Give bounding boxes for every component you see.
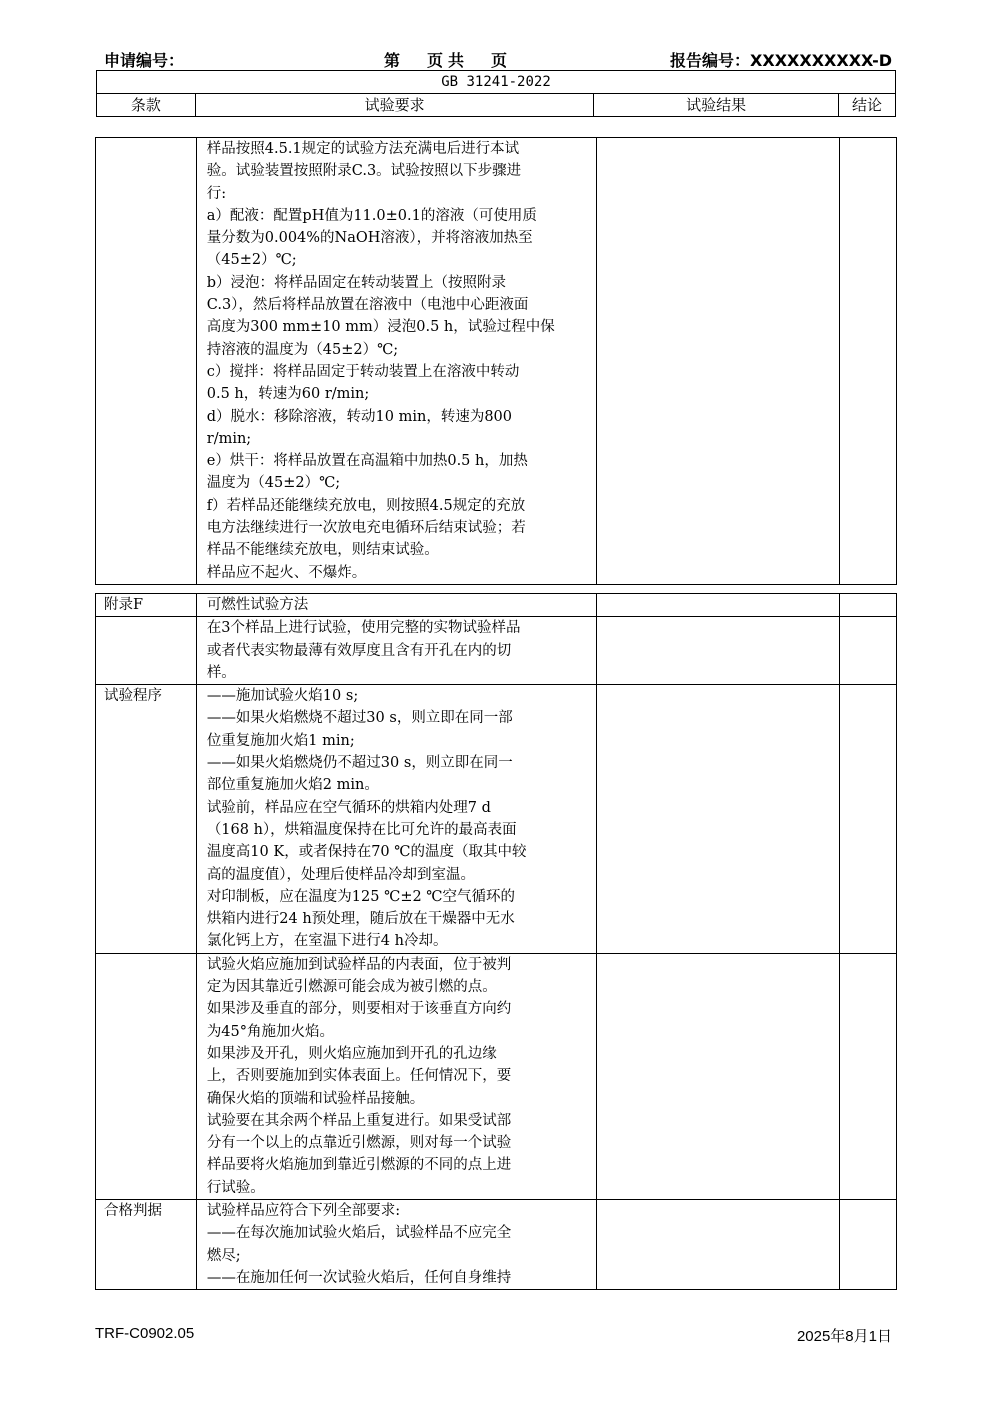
result-cell[interactable] bbox=[596, 594, 839, 617]
requirement-line: 在3个样品上进行试验，使用完整的实物试验样品 bbox=[206, 620, 521, 637]
conclusion-cell[interactable] bbox=[840, 685, 897, 954]
header-table bbox=[96, 70, 896, 117]
requirement-line: （168 h），烘箱温度保持在比可允许的最高表面 bbox=[206, 821, 517, 838]
test-table-salt-immersion bbox=[95, 137, 897, 585]
requirement-line: 燃尽; bbox=[206, 1247, 241, 1264]
requirement-line: e）烘干：将样品放置在高温箱中加热0.5 h，加热 bbox=[206, 453, 528, 470]
page-label-di: 第 bbox=[384, 51, 402, 70]
form-code: TRF-C0902.05 bbox=[95, 1325, 195, 1342]
requirement-line: 如果涉及垂直的部分，则要相对于该垂直方向约 bbox=[206, 1001, 512, 1018]
requirement-line: d）脱水：移除溶液，转动10 min，转速为800 bbox=[206, 408, 513, 425]
page-header-line bbox=[104, 48, 892, 70]
requirement-line: r/min; bbox=[206, 430, 252, 447]
page-label-ye: 页 bbox=[427, 51, 445, 70]
requirement-cell bbox=[196, 594, 596, 617]
requirement-line: 试验火焰应施加到试验样品的内表面，位于被判 bbox=[206, 956, 512, 973]
page-label-gong: 共 bbox=[448, 51, 466, 70]
application-number-label: 申请编号： bbox=[104, 51, 185, 70]
requirement-line: 为45°角施加火焰。 bbox=[206, 1023, 335, 1040]
requirement-line: 样品应不起火、不爆炸。 bbox=[206, 564, 367, 581]
requirement-line: 行试验。 bbox=[206, 1179, 265, 1196]
requirement-line: 烘箱内进行24 h预处理，随后放在干燥器中无水 bbox=[206, 911, 515, 928]
table-row bbox=[96, 953, 897, 1199]
requirement-line: 如果涉及开孔，则火焰应施加到开孔的孔边缘 bbox=[206, 1045, 497, 1062]
requirement-line: c）搅拌：将样品固定于转动装置上在溶液中转动 bbox=[206, 363, 520, 380]
table-row bbox=[96, 138, 897, 585]
requirement-line: 上，否则要施加到实体表面上。任何情况下，要 bbox=[206, 1068, 512, 1085]
requirement-line: 试验要在其余两个样品上重复进行。如果受试部 bbox=[206, 1112, 512, 1129]
requirement-line: a）配液：配置pH值为11.0±0.1的溶液（可使用质 bbox=[206, 207, 537, 224]
requirement-line: 高度为300 mm±10 mm）浸泡0.5 h，试验过程中保 bbox=[206, 319, 555, 336]
requirement-line: 温度高10 K，或者保持在70 ℃的温度（取其中较 bbox=[206, 844, 527, 861]
table-row bbox=[96, 594, 897, 617]
table-row bbox=[96, 617, 897, 685]
requirement-line: ——如果火焰燃烧不超过30 s，则立即在同一部 bbox=[206, 710, 513, 727]
requirement-line: f）若样品还能继续充放电，则按照4.5规定的充放 bbox=[206, 497, 526, 514]
conclusion-cell[interactable] bbox=[840, 594, 897, 617]
column-header-requirement: 试验要求 bbox=[195, 94, 593, 117]
requirement-line: 定为因其靠近引燃源可能会成为被引燃的点。 bbox=[206, 979, 497, 996]
requirement-line: 可燃性试验方法 bbox=[206, 597, 309, 613]
table-row bbox=[96, 685, 897, 954]
requirement-line: 位重复施加火焰1 min; bbox=[206, 732, 355, 749]
test-table-flammability bbox=[95, 593, 897, 1290]
requirement-line: ——如果火焰燃烧仍不超过30 s，则立即在同一 bbox=[206, 755, 513, 772]
result-cell[interactable] bbox=[596, 1200, 839, 1290]
result-cell[interactable] bbox=[596, 953, 839, 1199]
clause-cell bbox=[96, 138, 197, 585]
requirement-line: 样品不能继续充放电，则结束试验。 bbox=[206, 542, 439, 559]
requirement-line: ——在每次施加试验火焰后，试验样品不应完全 bbox=[206, 1225, 512, 1242]
table-row bbox=[96, 1200, 897, 1290]
clause-cell bbox=[96, 617, 197, 685]
requirement-line: 样品要将火焰施加到靠近引燃源的不同的点上进 bbox=[206, 1157, 512, 1174]
requirement-line: 0.5 h，转速为60 r/min; bbox=[206, 386, 370, 403]
requirement-line: 高的温度值），处理后使样品冷却到室温。 bbox=[206, 866, 476, 883]
requirement-line: 对印制板，应在温度为125 ℃±2 ℃空气循环的 bbox=[206, 888, 516, 905]
requirement-line: C.3），然后将样品放置在溶液中（电池中心距液面 bbox=[206, 297, 529, 314]
requirement-line: 量分数为0.004%的NaOH溶液），并将溶液加热至 bbox=[206, 230, 533, 247]
column-header-conclusion: 结论 bbox=[839, 94, 896, 117]
requirement-line: 电方法继续进行一次放电充电循环后结束试验；若 bbox=[206, 520, 526, 537]
clause-cell: 合格判据 bbox=[96, 1200, 197, 1290]
footer-date: 2025年8月1日 bbox=[796, 1328, 892, 1345]
requirement-line: 温度为（45±2）℃; bbox=[206, 475, 341, 492]
requirement-cell bbox=[196, 617, 596, 685]
requirement-line: ——在施加任何一次试验火焰后，任何自身维持 bbox=[206, 1269, 512, 1286]
result-cell[interactable] bbox=[596, 138, 839, 585]
result-cell[interactable] bbox=[596, 685, 839, 954]
clause-cell bbox=[96, 953, 197, 1199]
requirement-line: 氯化钙上方，在室温下进行4 h冷却。 bbox=[206, 933, 448, 950]
report-number-label: 报告编号：XXXXXXXXXX-D bbox=[670, 51, 892, 70]
conclusion-cell[interactable] bbox=[840, 138, 897, 585]
column-header-clause: 条款 bbox=[97, 94, 196, 117]
requirement-line: 或者代表实物最薄有效厚度且含有开孔在内的切 bbox=[206, 642, 512, 659]
requirement-line: ——施加试验火焰10 s; bbox=[206, 688, 359, 705]
conclusion-cell[interactable] bbox=[840, 1200, 897, 1290]
page-number-label bbox=[384, 48, 508, 71]
requirement-cell bbox=[196, 953, 596, 1199]
page-label-ye2: 页 bbox=[491, 51, 509, 70]
requirement-cell bbox=[196, 1200, 596, 1290]
requirement-line: 行: bbox=[206, 185, 227, 202]
clause-cell: 附录F bbox=[96, 594, 197, 617]
requirement-line: 部位重复施加火焰2 min。 bbox=[206, 777, 379, 794]
requirement-line: 持溶液的温度为（45±2）℃; bbox=[206, 341, 399, 358]
column-header-result: 试验结果 bbox=[594, 94, 839, 117]
result-cell[interactable] bbox=[596, 617, 839, 685]
requirement-line: 分有一个以上的点靠近引燃源，则对每一个试验 bbox=[206, 1135, 512, 1152]
requirement-line: 样。 bbox=[206, 664, 236, 681]
requirement-cell bbox=[196, 685, 596, 954]
clause-cell: 试验程序 bbox=[96, 685, 197, 954]
conclusion-cell[interactable] bbox=[840, 953, 897, 1199]
standard-number: GB 31241-2022 bbox=[97, 71, 896, 94]
requirement-line: （45±2）℃; bbox=[206, 252, 297, 269]
requirement-line: 验。试验装置按照附录C.3。试验按照以下步骤进 bbox=[206, 163, 522, 180]
requirement-line: 试验样品应符合下列全部要求: bbox=[206, 1203, 401, 1220]
conclusion-cell[interactable] bbox=[840, 617, 897, 685]
requirement-line: b）浸泡：将样品固定在转动装置上（按照附录 bbox=[206, 274, 507, 291]
requirement-line: 确保火焰的顶端和试验样品接触。 bbox=[206, 1090, 425, 1107]
requirement-line: 试验前，样品应在空气循环的烘箱内处理7 d bbox=[206, 799, 491, 816]
requirement-line: 样品按照4.5.1规定的试验方法充满电后进行本试 bbox=[206, 141, 520, 157]
requirement-cell bbox=[196, 138, 596, 585]
